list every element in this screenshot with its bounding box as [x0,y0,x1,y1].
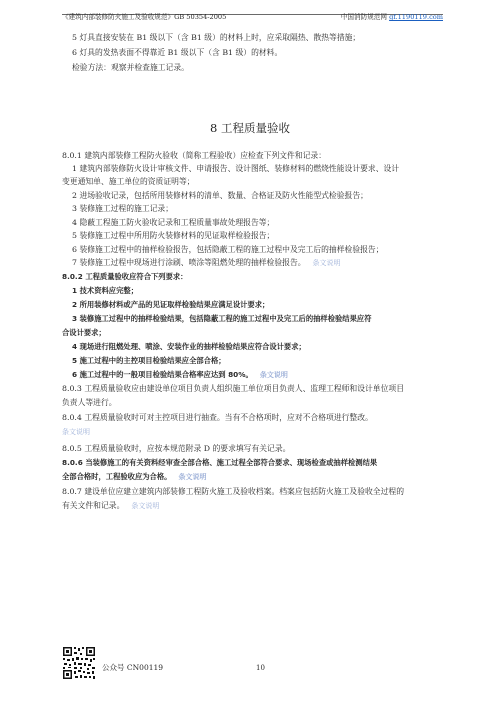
section-8-0-1-item-5: 5 装修施工过程中所用防火装修材料的见证取样检验报告； [72,231,275,240]
section-8-0-1-item-1: 1 建筑内部装修防火设计审核文件、申请报告、设计图纸、装修材料的燃烧性能设计要求、设计 [72,164,400,173]
section-8-0-7: 8.0.7 建设单位应建立建筑内部装修工程防火施工及验收档案。档案应包括防火施工及验收全过程的 [62,487,404,496]
header-site-name: 中国消防规范网 [340,13,390,21]
header-site-link[interactable]: gf.1190119.com [389,13,443,21]
chapter-title: 8 工程质量验收 [210,121,290,135]
section-8-0-1-item-4: 4 隐蔽工程施工防火验收记录和工程质量事故处理报告等； [72,218,275,227]
section-8-0-2-item-3-cont: 合设计要求； [62,328,106,337]
section-8-0-1-item-1-cont: 变更通知单、施工单位的资质证明等； [62,177,195,186]
section-8-0-2-item-4: 4 现场进行阻燃处理、喷涂、安装作业的抽样检验结果应符合设计要求； [72,342,306,351]
page-number: 10 [256,664,265,672]
section-8-0-1-item-7 [72,257,462,269]
header-site [341,13,443,22]
section-8-0-2-item-5: 5 施工过程中的主控项目检验结果应全部合格； [72,356,226,365]
section-8-0-6: 8.0.6 当装修施工的有关资料经审查全部合格、施工过程全部符合要求、现场检查或抽样检测结果 [62,458,378,467]
intro-item-6: 6 灯具的发热表面不得靠近 B1 级以下（含 B1 级）的材料。 [72,48,283,57]
section-8-0-2-heading: 8.0.2 工程质量验收应符合下列要求： [62,272,188,281]
explanation-link[interactable]: 条文说明 [62,428,90,436]
section-8-0-7-cont [62,500,452,512]
header-title: 《建筑内部装修防火施工及验收规范》GB 50354-2005 [62,13,227,21]
section-8-0-2-item-6-text: 6 施工过程中的一般项目检验结果合格率应达到 80%。 [72,370,253,379]
explanation-link[interactable]: 条文说明 [131,502,160,510]
section-8-0-2-item-2: 2 所用装修材料或产品的见证取样检验结果应满足设计要求； [72,300,270,309]
section-8-0-2-item-6 [72,369,462,381]
section-8-0-4: 8.0.4 工程质量验收时可对主控项目进行抽查。当有不合格项时，应对不合格项进行整改。 [62,413,373,422]
section-8-0-3: 8.0.3 工程质量验收应由建设单位项目负责人组织施工单位项目负责人、监理工程师和设计单位项目 [62,384,404,393]
section-8-0-3-cont: 负责人等进行。 [62,398,117,407]
section-8-0-1-item-3: 3 装修施工过程的施工记录； [72,204,174,213]
section-8-0-2-item-3: 3 装修施工过程中的抽样检验结果，包括隐蔽工程的施工过程中及完工后的抽样检验结果应符 [72,314,372,323]
intro-method: 检验方法：观察并检查施工记录。 [72,63,189,72]
section-8-0-6-cont-text: 全部合格时，工程验收应为合格。 [62,472,172,481]
explanation-link[interactable]: 条文说明 [312,259,341,267]
section-8-0-1-item-6: 6 装修施工过程中的抽样检验报告，包括隐蔽工程的施工过程中及完工后的抽样检验报告； [72,245,384,254]
section-8-0-1-item-2: 2 进场验收记录，包括所用装修材料的清单、数量、合格证及防火性能型式检验报告； [72,191,368,200]
wechat-account-label: 公众号 CN00119 [102,663,164,672]
section-8-0-7-cont-text: 有关文件和记录。 [62,501,125,510]
qr-code-icon [62,646,96,680]
section-8-0-1-item-7-text: 7 装修施工过程中现场进行涂刷、喷涂等阻燃处理的抽样检验报告。 [72,258,306,267]
section-8-0-4-link-line [62,426,452,438]
page-header [62,13,443,21]
intro-item-5: 5 灯具直接安装在 B1 级以下（含 B1 级）的材料上时，应采取隔热、散热等措施； [72,33,361,42]
section-8-0-2-item-1: 1 技术资料应完整； [72,286,138,295]
section-8-0-1-heading: 8.0.1 建筑内部装修工程防火验收（简称工程验收）应检查下列文件和记录： [62,151,327,160]
section-8-0-5: 8.0.5 工程质量验收时，应按本规范附录 D 的要求填写有关记录。 [62,444,291,453]
explanation-link[interactable]: 条文说明 [178,473,207,481]
section-8-0-6-cont [62,471,452,483]
explanation-link[interactable]: 条文说明 [259,371,288,379]
